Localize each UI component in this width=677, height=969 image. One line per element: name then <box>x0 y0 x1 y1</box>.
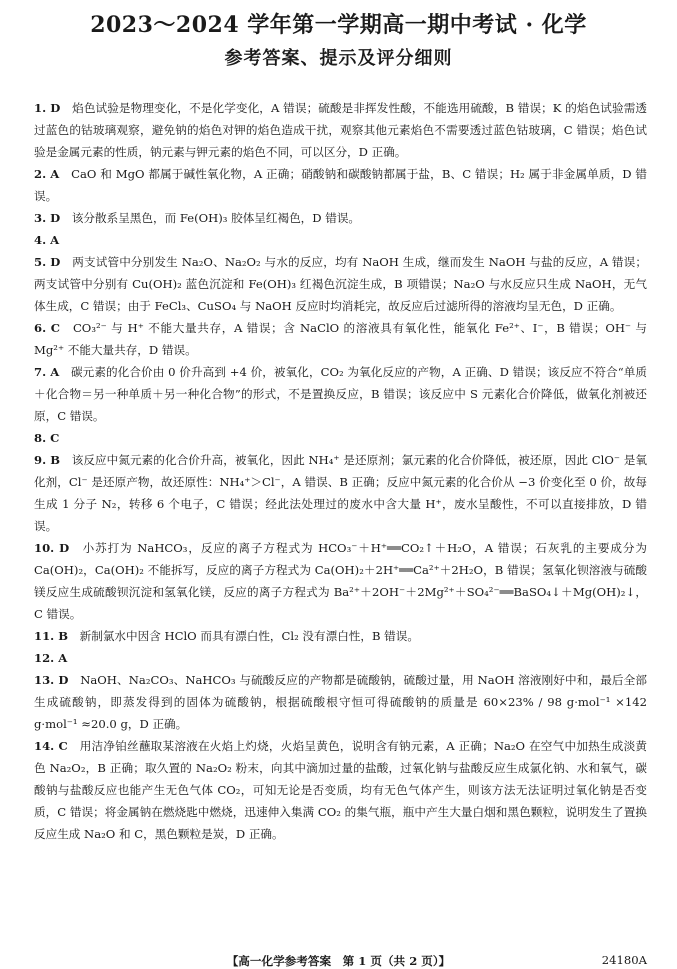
answer-item <box>34 669 647 735</box>
answer-text: CO₃²⁻ 与 H⁺ 不能大量共存，A 错误；含 NaClO 的溶液具有氧化性，能氧化 Fe²⁺、I⁻，B 错误；OH⁻ 与 Mg²⁺ 不能大量共存，D 错误。 <box>34 321 647 357</box>
answer-item <box>34 647 647 669</box>
answer-label: 5. D <box>34 255 61 269</box>
answer-label: 4. A <box>34 233 60 247</box>
answer-item <box>34 449 647 537</box>
answer-item <box>34 317 647 361</box>
answer-item <box>34 735 647 845</box>
answer-text: 碳元素的化合价由 0 价升高到 +4 价，被氧化，CO₂ 为氧化反应的产物，A 正确、D 错误；该反应不符合“单质＋化合物＝另一种单质＋另一种化合物”的形式，不是置换反应，B 错误；该反应中 S 元素化合价降低，做氧化剂被还原，C 错误。 <box>34 365 647 423</box>
answer-item <box>34 361 647 427</box>
answer-label: 2. A <box>34 167 60 181</box>
answer-text: 两支试管中分别发生 Na₂O、Na₂O₂ 与水的反应，均有 NaOH 生成，继而发生 NaOH 与盐的反应，A 错误；两支试管中分别有 Cu(OH)₂ 蓝色沉淀和 Fe(OH)₃ 红褐色沉淀生成，B 项错误；Na₂O 与水反应只生成 NaOH，无气体生成，C 错误；由于 FeCl₃、CuSO₄ 与 NaOH 反应时均消耗完，故反应后过滤所得的溶液均呈无色，D 正确。 <box>34 255 647 313</box>
footer-code: 24180A <box>601 953 647 967</box>
answer-item <box>34 229 647 251</box>
answer-item <box>34 163 647 207</box>
answer-text: 用洁净铂丝蘸取某溶液在火焰上灼烧，火焰呈黄色，说明含有钠元素，A 正确；Na₂O 在空气中加热生成淡黄色 Na₂O₂，B 正确；取久置的 Na₂O₂ 粉末，向其中滴加过量的盐酸，过氧化钠与盐酸反应生成氯化钠、水和氧气，碳酸钠与盐酸反应也能产生无色气体 CO₂，可知无论是否变质，均有无色气体产生，则该方法无法证明过氧化钠是否变质，C 错误；将金属钠在燃烧匙中燃烧，迅速伸入集满 CO₂ 的集气瓶，瓶中产生大量白烟和黑色颗粒，说明发生了置换反应生成 Na₂O 和 C，黑色颗粒是炭，D 正确。 <box>34 739 647 841</box>
answer-label: 1. D <box>34 101 61 115</box>
answer-text: 小苏打为 NaHCO₃，反应的离子方程式为 HCO₃⁻＋H⁺══CO₂↑＋H₂O，A 错误；石灰乳的主要成分为 Ca(OH)₂，Ca(OH)₂ 不能拆写，反应的离子方程式为 Ca(OH)₂＋2H⁺══Ca²⁺＋2H₂O，B 错误；氢氧化钡溶液与硫酸镁反应生成硫酸钡沉淀和氢氧化镁，反应的离子方程式为 Ba²⁺＋2OH⁻＋2Mg²⁺＋SO₄²⁻══BaSO₄↓＋Mg(OH)₂↓，C 错误。 <box>34 541 647 621</box>
answer-text: 该反应中氮元素的化合价升高，被氧化，因此 NH₄⁺ 是还原剂；氯元素的化合价降低，被还原，因此 ClO⁻ 是氧化剂，Cl⁻ 是还原产物，故还原性：NH₄⁺＞Cl⁻，A 错误、B 正确；反应中氮元素的化合价从 −3 价变化至 0 价，故每生成 1 分子 N₂，转移 6 个电子，C 错误；经此法处理过的废水中含大量 H⁺，废水呈酸性，不可以直接排放，D 错误。 <box>34 453 647 533</box>
answer-item <box>34 251 647 317</box>
answer-text: 新制氯水中因含 HClO 而具有漂白性，Cl₂ 没有漂白性，B 错误。 <box>79 629 419 643</box>
answer-label: 7. A <box>34 365 60 379</box>
answer-text: 该分散系呈黑色，而 Fe(OH)₃ 胶体呈红褐色，D 错误。 <box>71 211 361 225</box>
answer-list <box>34 97 647 845</box>
answer-text: CaO 和 MgO 都属于碱性氧化物，A 正确；硝酸钠和碳酸钠都属于盐，B、C 错误；H₂ 属于非金属单质，D 错误。 <box>34 167 647 203</box>
answer-label: 10. D <box>34 541 70 555</box>
answer-item <box>34 625 647 647</box>
answer-label: 8. C <box>34 431 60 445</box>
page-subtitle: 参考答案、提示及评分细则 <box>224 48 453 69</box>
answer-label: 14. C <box>34 739 68 753</box>
answer-text: 焰色试验是物理变化，不是化学变化，A 错误；硫酸是非挥发性酸，不能选用硫酸，B 错误；K 的焰色试验需透过蓝色的钴玻璃观察，避免钠的焰色对钾的焰色造成干扰，观察其他元素焰色不需要透过蓝色钴玻璃，C 错误；焰色试验是金属元素的性质，钠元素与钾元素的焰色不同，可以区分，D 正确。 <box>34 101 647 159</box>
answer-label: 3. D <box>34 211 61 225</box>
answer-label: 13. D <box>34 673 69 687</box>
answer-item <box>34 537 647 625</box>
answer-label: 9. B <box>34 453 60 467</box>
footer-page-info: 【高一化学参考答案 第 1 页（共 2 页）】 <box>226 954 451 968</box>
answer-item <box>34 207 647 229</box>
answer-text: NaOH、Na₂CO₃、NaHCO₃ 与硫酸反应的产物都是硫酸钠，硫酸过量，用 NaOH 溶液刚好中和，最后全部生成硫酸钠，即蒸发得到的固体为硫酸钠，根据硫酸根守恒可得硫酸钠的质量是 60×23% / 98 g·mol⁻¹ ×142 g·mol⁻¹ ≈20.0 g，D 正确。 <box>34 673 647 731</box>
answer-item <box>34 427 647 449</box>
answer-label: 11. B <box>34 629 69 643</box>
answer-item <box>34 97 647 163</box>
answer-label: 12. A <box>34 651 68 665</box>
answer-label: 6. C <box>34 321 61 335</box>
page-title: 2023～2024 学年第一学期高一期中考试 · 化学 <box>90 12 587 38</box>
